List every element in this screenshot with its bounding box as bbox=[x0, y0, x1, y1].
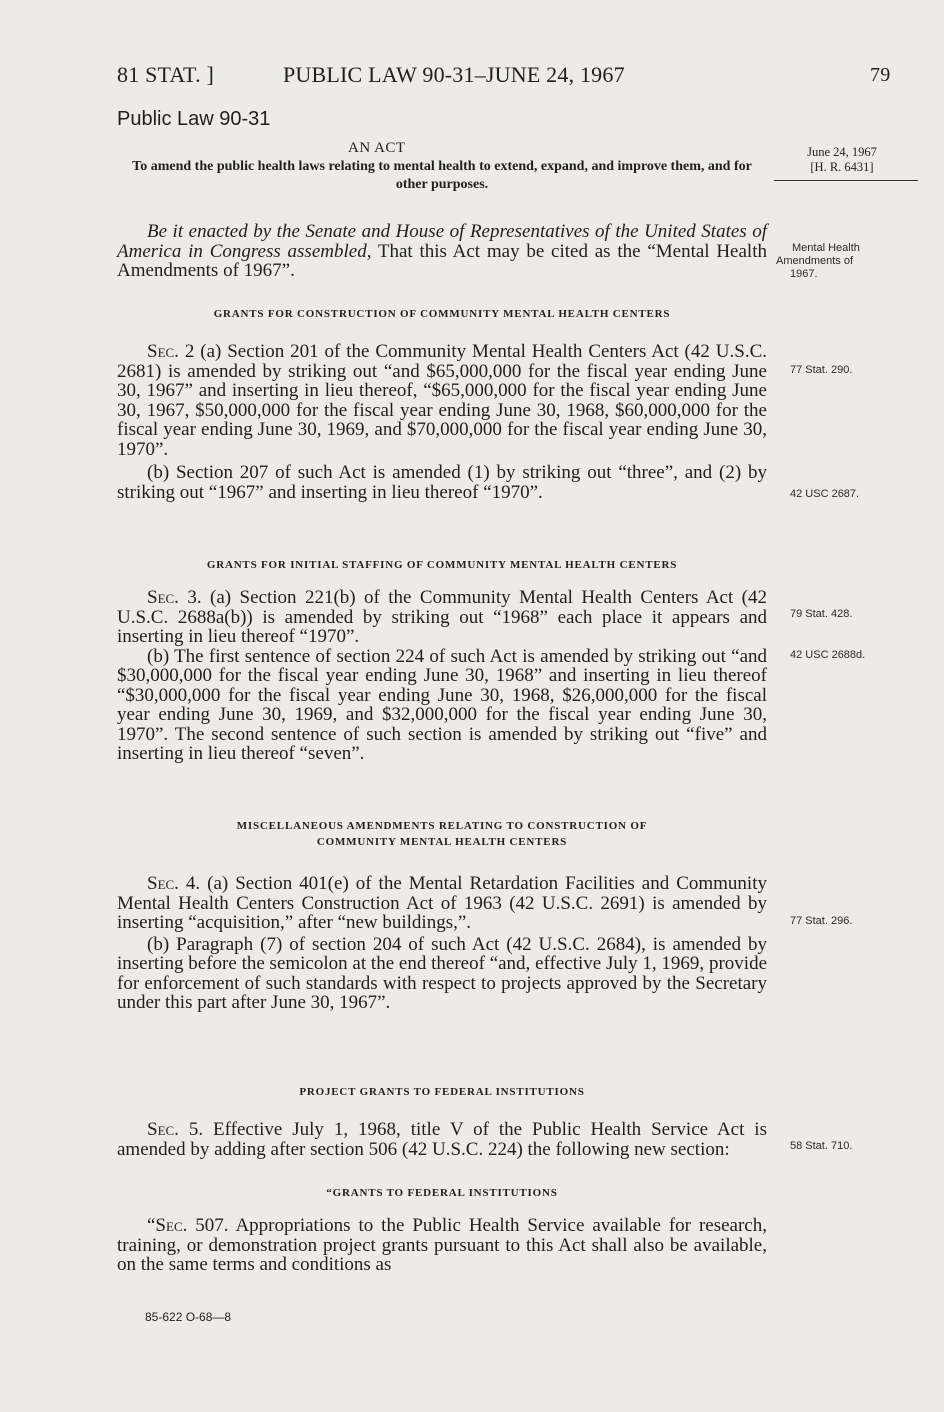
heading-misc-line2: COMMUNITY MENTAL HEALTH CENTERS bbox=[316, 836, 568, 848]
section-2a-text: (a) Section 201 of the Community Mental Health Centers Act (42 U.S.C. 2681) is amended by striking out “and $65,000,000 for the fiscal year ending June 30, 1967” and inserting in lieu thereof, “$65,000,000 for the fiscal year ending June 30, 1967, $50,000,000 for the fiscal year ending June 30, 1968, $60,000,000 for the fiscal year ending June 30, 1969, and $70,000,000 for the fiscal year ending June 30, 1970”. bbox=[117, 341, 767, 460]
page-number: 79 bbox=[870, 64, 891, 86]
section-3 bbox=[117, 588, 767, 764]
margin-ref-77-stat-290: 77 Stat. 290. bbox=[790, 364, 853, 376]
enacting-formula: Be it enacted by the Senate and House of Representatives of the United States of America in Congress assembled, bbox=[117, 221, 767, 262]
margin-short-title-line1: Mental Health bbox=[792, 242, 860, 254]
section-507-label: “Sec. 507. bbox=[147, 1215, 229, 1236]
section-3a-text: (a) Section 221(b) of the Community Mental Health Centers Act (42 U.S.C. 2688a(b)) is amended by striking out “1968” each place it appears and inserting in lieu thereof “1970”. bbox=[117, 587, 767, 647]
margin-ref-79-stat-428: 79 Stat. 428. bbox=[790, 608, 853, 620]
heading-project-grants: PROJECT GRANTS TO FEDERAL INSTITUTIONS bbox=[299, 1086, 585, 1098]
section-2 bbox=[117, 342, 767, 502]
margin-ref-77-stat-296: 77 Stat. 296. bbox=[790, 915, 853, 927]
heading-misc-amendments bbox=[117, 818, 767, 850]
section-4 bbox=[117, 874, 767, 1013]
margin-ref-42-usc-2687: 42 USC 2687. bbox=[790, 488, 860, 500]
margin-short-title bbox=[776, 242, 900, 281]
an-act-label: AN ACT bbox=[348, 140, 406, 156]
margin-ref-58-stat-710: 58 Stat. 710. bbox=[790, 1140, 853, 1152]
margin-short-title-line3: 1967. bbox=[790, 268, 818, 280]
section-5-label: Sec. 5. bbox=[147, 1119, 204, 1140]
section-4b-text: (b) Paragraph (7) of section 204 of such Act (42 U.S.C. 2684), is amended by inserting before the semicolon at the end thereof “and, effective July 1, 1969, provide for enforcement of such standards with respect to projects approved by the Secretary under this part after June 30, 1967”. bbox=[117, 933, 767, 1013]
heading-staffing-grants: GRANTS FOR INITIAL STAFFING OF COMMUNITY MENTAL HEALTH CENTERS bbox=[206, 559, 678, 571]
enacting-clause bbox=[117, 222, 767, 281]
margin-date: June 24, 1967 bbox=[807, 145, 877, 159]
act-purpose: To amend the public health laws relating to mental health to extend, expand, and improve them, and for other purposes. bbox=[132, 159, 752, 192]
margin-rule bbox=[774, 180, 918, 181]
section-4a-text: (a) Section 401(e) of the Mental Retardation Facilities and Community Mental Health Centers Construction Act of 1963 (42 U.S.C. 2691) is amended by inserting “acquisition,” after “new buildings,”. bbox=[117, 873, 767, 933]
running-header-volume: 81 STAT. ] bbox=[117, 62, 214, 87]
section-2-label: Sec. 2 bbox=[147, 341, 195, 362]
margin-ref-42-usc-2688d: 42 USC 2688d. bbox=[790, 649, 866, 661]
heading-construction-grants: GRANTS FOR CONSTRUCTION OF COMMUNITY MENTAL HEALTH CENTERS bbox=[213, 308, 671, 320]
short-title-text: That this Act may be cited as the “Mental Health Amendments of 1967”. bbox=[117, 240, 767, 281]
section-507-text: Appropriations to the Public Health Service available for research, training, or demonstration project grants pursuant to this Act shall also be available, on the same terms and conditions as bbox=[117, 1215, 767, 1275]
section-507 bbox=[117, 1216, 767, 1275]
margin-short-title-line2: Amendments of bbox=[776, 255, 854, 267]
section-3-label: Sec. 3. bbox=[147, 587, 202, 608]
margin-date-note bbox=[792, 145, 892, 175]
heading-grants-federal-institutions: “GRANTS TO FEDERAL INSTITUTIONS bbox=[326, 1187, 558, 1199]
section-5-text: Effective July 1, 1968, title V of the Public Health Service Act is amended by adding after section 506 (42 U.S.C. 224) the following new section: bbox=[117, 1119, 767, 1160]
section-3b-text: (b) The first sentence of section 224 of such Act is amended by striking out “and $30,000,000 for the fiscal year ending June 30, 1968” and inserting in lieu thereof “$30,000,000 for the fiscal year ending June 30, 1968, $26,000,000 for the fiscal year ending June 30, 1969, and $32,000,000 for the fiscal year ending June 30, 1970”. The second sentence of such section is amended by striking out “five” and inserting in lieu thereof “seven”. bbox=[117, 645, 767, 764]
heading-misc-line1: MISCELLANEOUS AMENDMENTS RELATING TO CONSTRUCTION OF bbox=[236, 820, 648, 832]
public-law-number: Public Law 90-31 bbox=[117, 108, 271, 130]
section-2b-text: (b) Section 207 of such Act is amended (1) by striking out “three”, and (2) by striking out “1967” and inserting in lieu thereof “1970”. bbox=[117, 462, 767, 503]
margin-bill-number: [H. R. 6431] bbox=[810, 160, 874, 174]
section-5 bbox=[117, 1120, 767, 1159]
running-header-title: PUBLIC LAW 90-31–JUNE 24, 1967 bbox=[283, 62, 625, 87]
print-code-footer: 85-622 O-68—8 bbox=[145, 1310, 232, 1324]
section-4-label: Sec. 4. bbox=[147, 873, 201, 894]
